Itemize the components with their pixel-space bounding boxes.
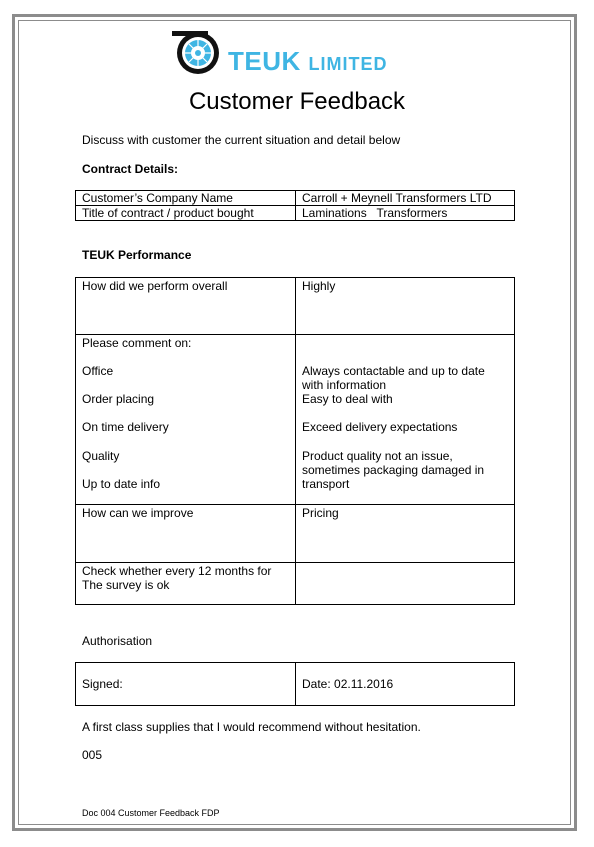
authorisation-heading: Authorisation xyxy=(82,634,153,648)
contract-title-label: Title of contract / product bought xyxy=(76,206,296,221)
contract-table xyxy=(75,190,515,221)
overall-value: Highly xyxy=(296,278,515,335)
quality-value: Product quality not an issue, sometimes packaging damaged in transport xyxy=(302,449,485,491)
quality-label: Quality xyxy=(82,449,120,463)
document-footer: Doc 004 Customer Feedback FDP xyxy=(82,808,220,818)
improve-value: Pricing xyxy=(296,505,515,563)
comment-values-cell xyxy=(296,335,515,505)
company-name-label: Customer’s Company Name xyxy=(76,191,296,206)
intro-text: Discuss with customer the current situation and detail below xyxy=(82,133,401,147)
table-row xyxy=(76,191,515,206)
order-placing-label: Order placing xyxy=(82,392,155,406)
signed-label: Signed: xyxy=(76,663,296,706)
comment-on-label: Please comment on: xyxy=(82,336,192,350)
document-title: Customer Feedback xyxy=(188,88,406,115)
contract-title-value: Laminations Transformers xyxy=(296,206,515,221)
reference-number: 005 xyxy=(82,748,103,762)
performance-heading: TEUK Performance xyxy=(82,248,192,262)
closing-comment: A first class supplies that I would recommend without hesitation. xyxy=(82,720,421,734)
table-row xyxy=(76,563,515,605)
logo-brand: TEUK xyxy=(228,46,301,76)
on-time-delivery-value: Exceed delivery expectations xyxy=(302,420,458,434)
date-label: Date: 02.11.2016 xyxy=(296,663,515,706)
logo-suffix: LIMITED xyxy=(308,54,388,74)
authorisation-table xyxy=(75,662,515,706)
performance-table xyxy=(75,277,515,605)
order-placing-value: Easy to deal with xyxy=(302,392,393,406)
overall-label: How did we perform overall xyxy=(76,278,296,335)
table-row xyxy=(76,335,515,505)
office-label: Office xyxy=(82,364,114,378)
teuk-logo xyxy=(168,28,418,78)
contract-heading: Contract Details: xyxy=(82,162,179,176)
logo-wordmark xyxy=(228,46,388,77)
table-row xyxy=(76,278,515,335)
table-row xyxy=(76,505,515,563)
comment-labels-cell xyxy=(76,335,296,505)
check-value xyxy=(296,563,515,605)
check-label: Check whether every 12 months for The survey is ok xyxy=(76,563,296,605)
on-time-delivery-label: On time delivery xyxy=(82,420,169,434)
company-name-value: Carroll + Meynell Transformers LTD xyxy=(296,191,515,206)
up-to-date-info-label: Up to date info xyxy=(82,477,161,491)
table-row xyxy=(76,206,515,221)
table-row xyxy=(76,663,515,706)
teuk-emblem-icon xyxy=(168,28,230,78)
improve-label: How can we improve xyxy=(76,505,296,563)
office-value: Always contactable and up to date with information xyxy=(302,364,485,392)
